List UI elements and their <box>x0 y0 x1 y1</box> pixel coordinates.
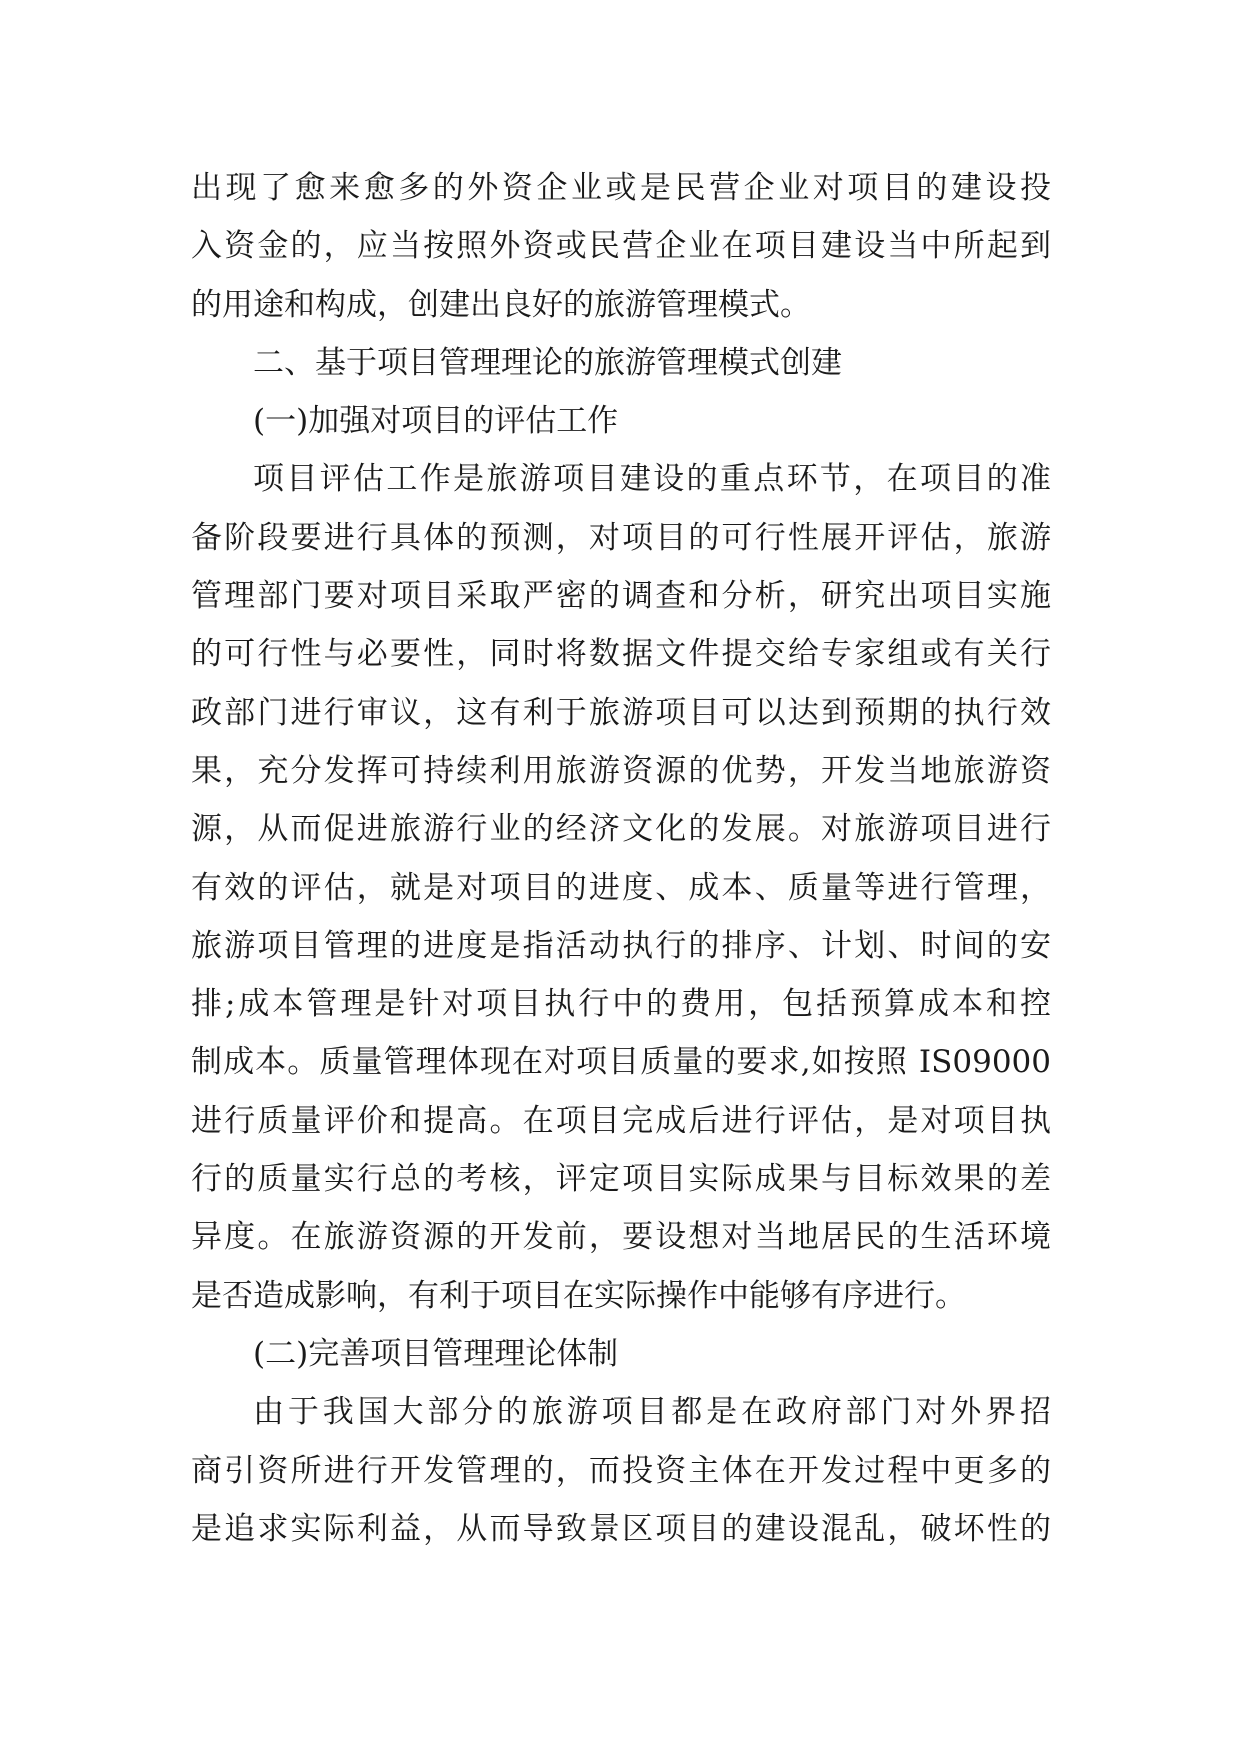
body-text <box>191 159 1051 1558</box>
text-line: 的可行性与必要性，同时将数据文件提交给专家组或有关行 <box>191 636 1051 673</box>
section-heading: 二、基于项目管理理论的旅游管理模式创建 <box>253 344 842 381</box>
text-line: 进行质量评价和提高。在项目完成后进行评估，是对项目执 <box>191 1102 1051 1139</box>
text-line: 项目评估工作是旅游项目建设的重点环节，在项目的准 <box>253 461 1051 498</box>
subsection-heading: (一)加强对项目的评估工作 <box>253 403 619 440</box>
text-line: 入资金的，应当按照外资或民营企业在项目建设当中所起到 <box>191 228 1051 265</box>
text-line: 商引资所进行开发管理的，而投资主体在开发过程中更多的 <box>191 1452 1051 1489</box>
text-line: 备阶段要进行具体的预测，对项目的可行性展开评估，旅游 <box>191 519 1051 556</box>
subsection-heading: (二)完善项目管理理论体制 <box>253 1335 619 1372</box>
text-line: 是追求实际利益，从而导致景区项目的建设混乱，破坏性的 <box>191 1510 1051 1547</box>
text-line: 排;成本管理是针对项目执行中的费用，包括预算成本和控 <box>191 986 1051 1023</box>
text-line: 制成本。质量管理体现在对项目质量的要求,如按照 IS09000 <box>191 1044 1051 1081</box>
text-line: 管理部门要对项目采取严密的调查和分析，研究出项目实施 <box>191 578 1051 615</box>
text-line: 出现了愈来愈多的外资企业或是民营企业对项目的建设投 <box>191 170 1051 206</box>
text-line: 行的质量实行总的考核，评定项目实际成果与目标效果的差 <box>191 1161 1051 1198</box>
text-line: 果，充分发挥可持续利用旅游资源的优势，开发当地旅游资 <box>191 752 1051 789</box>
text-line: 政部门进行审议，这有利于旅游项目可以达到预期的执行效 <box>191 694 1051 731</box>
text-line: 旅游项目管理的进度是指活动执行的排序、计划、时间的安 <box>191 927 1051 964</box>
text-line: 由于我国大部分的旅游项目都是在政府部门对外界招 <box>253 1394 1051 1431</box>
text-line: 有效的评估，就是对项目的进度、成本、质量等进行管理， <box>191 869 1051 906</box>
text-line: 的用途和构成，创建出良好的旅游管理模式。 <box>191 286 811 323</box>
text-line: 源，从而促进旅游行业的经济文化的发展。对旅游项目进行 <box>191 811 1051 848</box>
text-line: 异度。在旅游资源的开发前，要设想对当地居民的生活环境 <box>191 1219 1051 1256</box>
text-line: 是否造成影响，有利于项目在实际操作中能够有序进行。 <box>191 1277 966 1314</box>
